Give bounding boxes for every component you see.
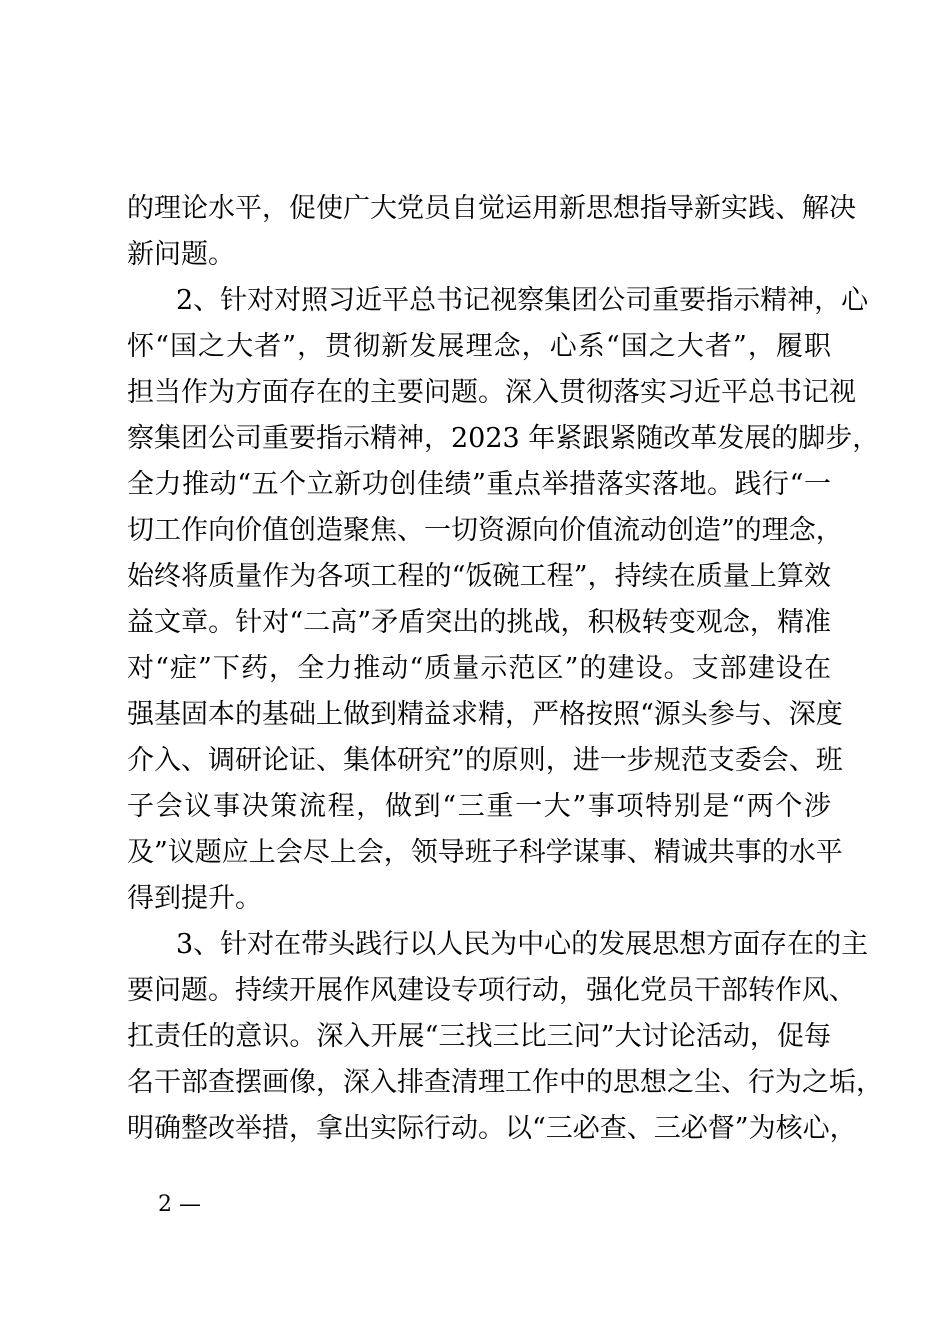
paragraph-2-line-3: 担当作为方面存在的主要问题。深入贯彻落实习近平总书记视 — [127, 377, 856, 408]
paragraph-2-line-13: 及”议题应上会尽上会，领导班子科学谋事、精诚共事的水平 — [127, 837, 843, 868]
paragraph-2-line-11: 介入、调研论证、集体研究”的原则，进一步规范支委会、班 — [127, 745, 843, 776]
paragraph-3-line-5: 明确整改举措，拿出实际行动。以“三必查、三必督”为核心， — [127, 1113, 857, 1144]
paragraph-2-line-4: 察集团公司重要指示精神，2023 年紧跟紧随改革发展的脚步， — [127, 423, 880, 454]
paragraph-2-line-10: 强基固本的基础上做到精益求精，严格按照“源头参与、深度 — [127, 699, 843, 730]
paragraph-3-line-2: 要问题。持续开展作风建设专项行动，强化党员干部转作风、 — [127, 975, 856, 1006]
paragraph-2-line-2: 怀“国之大者”，贯彻新发展理念，心系“国之大者”，履职 — [127, 331, 831, 362]
paragraph-1-line-2: 新问题。 — [127, 239, 235, 270]
paragraph-2-line-8: 益文章。针对“二高”矛盾突出的挑战，积极转变观念，精准 — [127, 607, 831, 638]
paragraph-3-line-3: 扛责任的意识。深入开展“三找三比三问”大讨论活动，促每 — [127, 1021, 831, 1052]
paragraph-1-line-1: 的理论水平，促使广大党员自觉运用新思想指导新实践、解决 — [127, 193, 856, 224]
paragraph-2-line-14: 得到提升。 — [127, 883, 262, 914]
paragraph-2-line-9: 对“症”下药，全力推动“质量示范区”的建设。支部建设在 — [127, 653, 831, 684]
paragraph-2-line-1: 2、针对对照习近平总书记视察集团公司重要指示精神，心 — [176, 285, 869, 316]
paragraph-2-line-7: 始终将质量作为各项工程的“饭碗工程”，持续在质量上算效 — [127, 561, 831, 592]
paragraph-2-line-12: 子会议事决策流程，做到“三重一大”事项特别是“两个涉 — [127, 791, 831, 822]
paragraph-2-line-6: 切工作向价值创造聚焦、一切资源向价值流动创造”的理念， — [127, 515, 843, 546]
paragraph-2-line-5: 全力推动“五个立新功创佳绩”重点举措落实落地。践行“一 — [127, 469, 831, 500]
page-number: 2 — — [158, 1192, 201, 1217]
paragraph-3-line-1: 3、针对在带头践行以人民为中心的发展思想方面存在的主 — [176, 929, 869, 960]
paragraph-3-line-4: 名干部查摆画像，深入排查清理工作中的思想之尘、行为之垢， — [127, 1067, 883, 1098]
